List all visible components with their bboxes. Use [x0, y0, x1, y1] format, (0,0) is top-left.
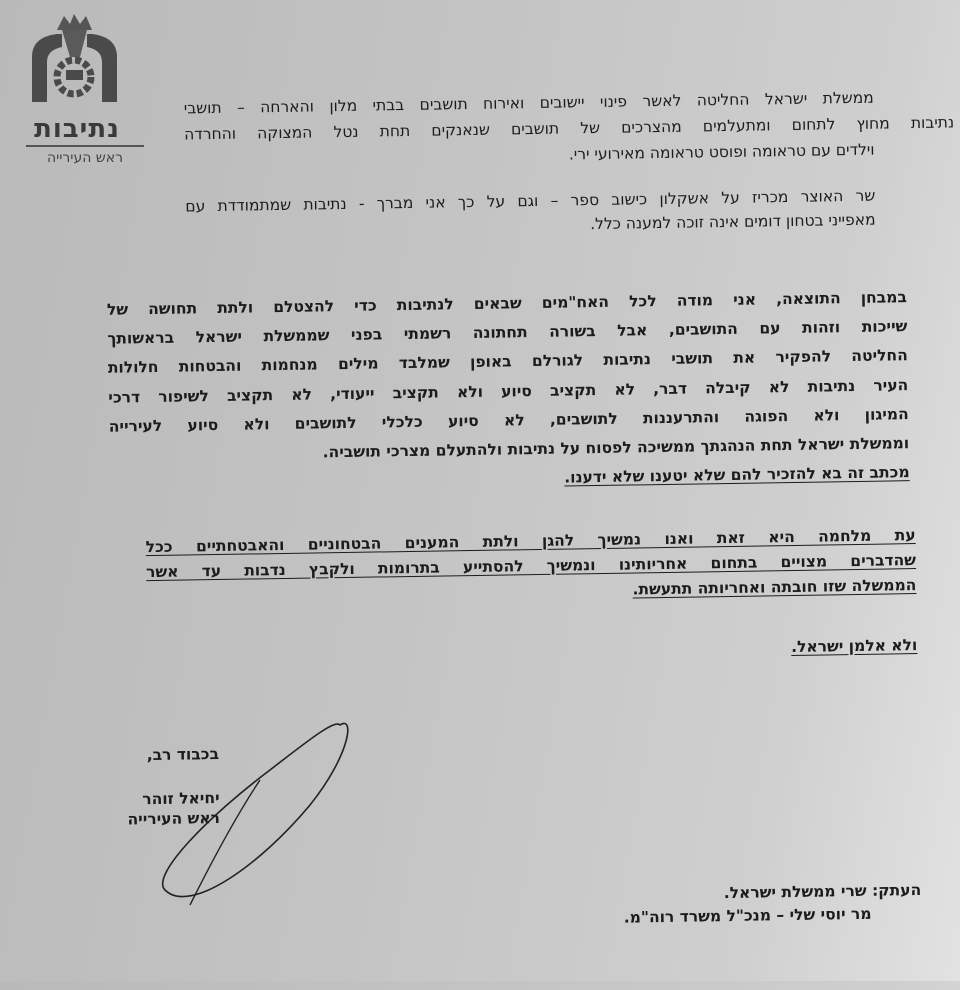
paragraph3-line: החליטה להפקיר את תושבי נתיבות לגורלם באופן שמלבד מילים מנחמות והבטחות חלולות	[107, 346, 908, 377]
paragraph4-line: שהדברים מצויים בתחום אחריותינו ונמשיך להסתייע בתרומות ולקבץ נדבות עד אשר	[145, 551, 917, 582]
closing-line: ולא אלמן ישראל.	[791, 636, 918, 657]
paragraph1-line: ממשלת ישראל החליטה לאשר פינוי יישובים ואירוח תושבים בבתי מלון והארחה – תושבי	[183, 88, 874, 118]
paragraph2-line: מאפייני בטחון דומים אינה זוכה למענה כלל.	[590, 210, 876, 234]
paragraph3-line: המיגון ולא הפוגה והתרעננות לתושבים, לא סיוע כלכלי לתושבים ולא סיוע לעירייה	[108, 405, 909, 436]
paragraph4-line: הממשלה שזו חובתה ואחריותה תתעשת.	[632, 576, 917, 599]
paragraph3-line: במבחן התוצאה, אני מודה לכל האח"מים שבאים לנתיבות כדי להצטלם ולתת תחושה של	[106, 288, 907, 319]
paragraph3-line: העיר נתיבות לא קיבלה דבר, לא תקציב סיוע ולא תקציב ייעודי, לא תקציב לשיפור דרכי	[108, 376, 909, 407]
paragraph2-line: שר האוצר מכריז על אשקלון כישוב ספר – וגם על כך אני מברך - נתיבות שמתמודדת עם	[185, 186, 876, 216]
signature-name: יחיאל זוהר	[142, 789, 220, 809]
paragraph3-underlined-line: מכתב זה בא להזכיר להם שלא יטענו שלא ידענו.	[564, 463, 910, 487]
signature-title: ראש העירייה	[127, 809, 221, 829]
handwritten-signature-icon	[150, 715, 360, 915]
paragraph1-line: נתיבות מחוץ לתחום ומתעלמים מהצרכים של תושבים שנאנקים תחת נטל המצוקה והחרדה	[184, 113, 955, 144]
logo-text: נתיבות	[34, 114, 120, 144]
paragraph3-line: וממשלת ישראל תחת הנהגתך ממשיכה לפסוח על נתיבות ולהתעלם מצרכי תושביה.	[322, 434, 910, 462]
paragraph4-line: עת מלחמה היא זאת ואנו נמשיך להגן ולתת המענים הבטחוניים והאבטחתיים ככל	[145, 526, 916, 557]
paragraph1-line: וילדים עם טראומה ופוסט טראומה מאירועי ירי.	[568, 140, 875, 164]
cc-line: מר יוסי שלי – מנכ"ל משרד רוה"מ.	[623, 904, 872, 927]
cc-line: העתק: שרי ממשלת ישראל.	[723, 881, 922, 903]
paragraph3-line: שייכות וזהות עם התושבים, אבל בשורה תחתונה רשמתי בפני שממשלת ישראל בראשותך	[107, 317, 908, 348]
letterhead-subtitle: ראש העירייה	[47, 150, 123, 166]
signature-greeting: בכבוד רב,	[146, 745, 220, 765]
